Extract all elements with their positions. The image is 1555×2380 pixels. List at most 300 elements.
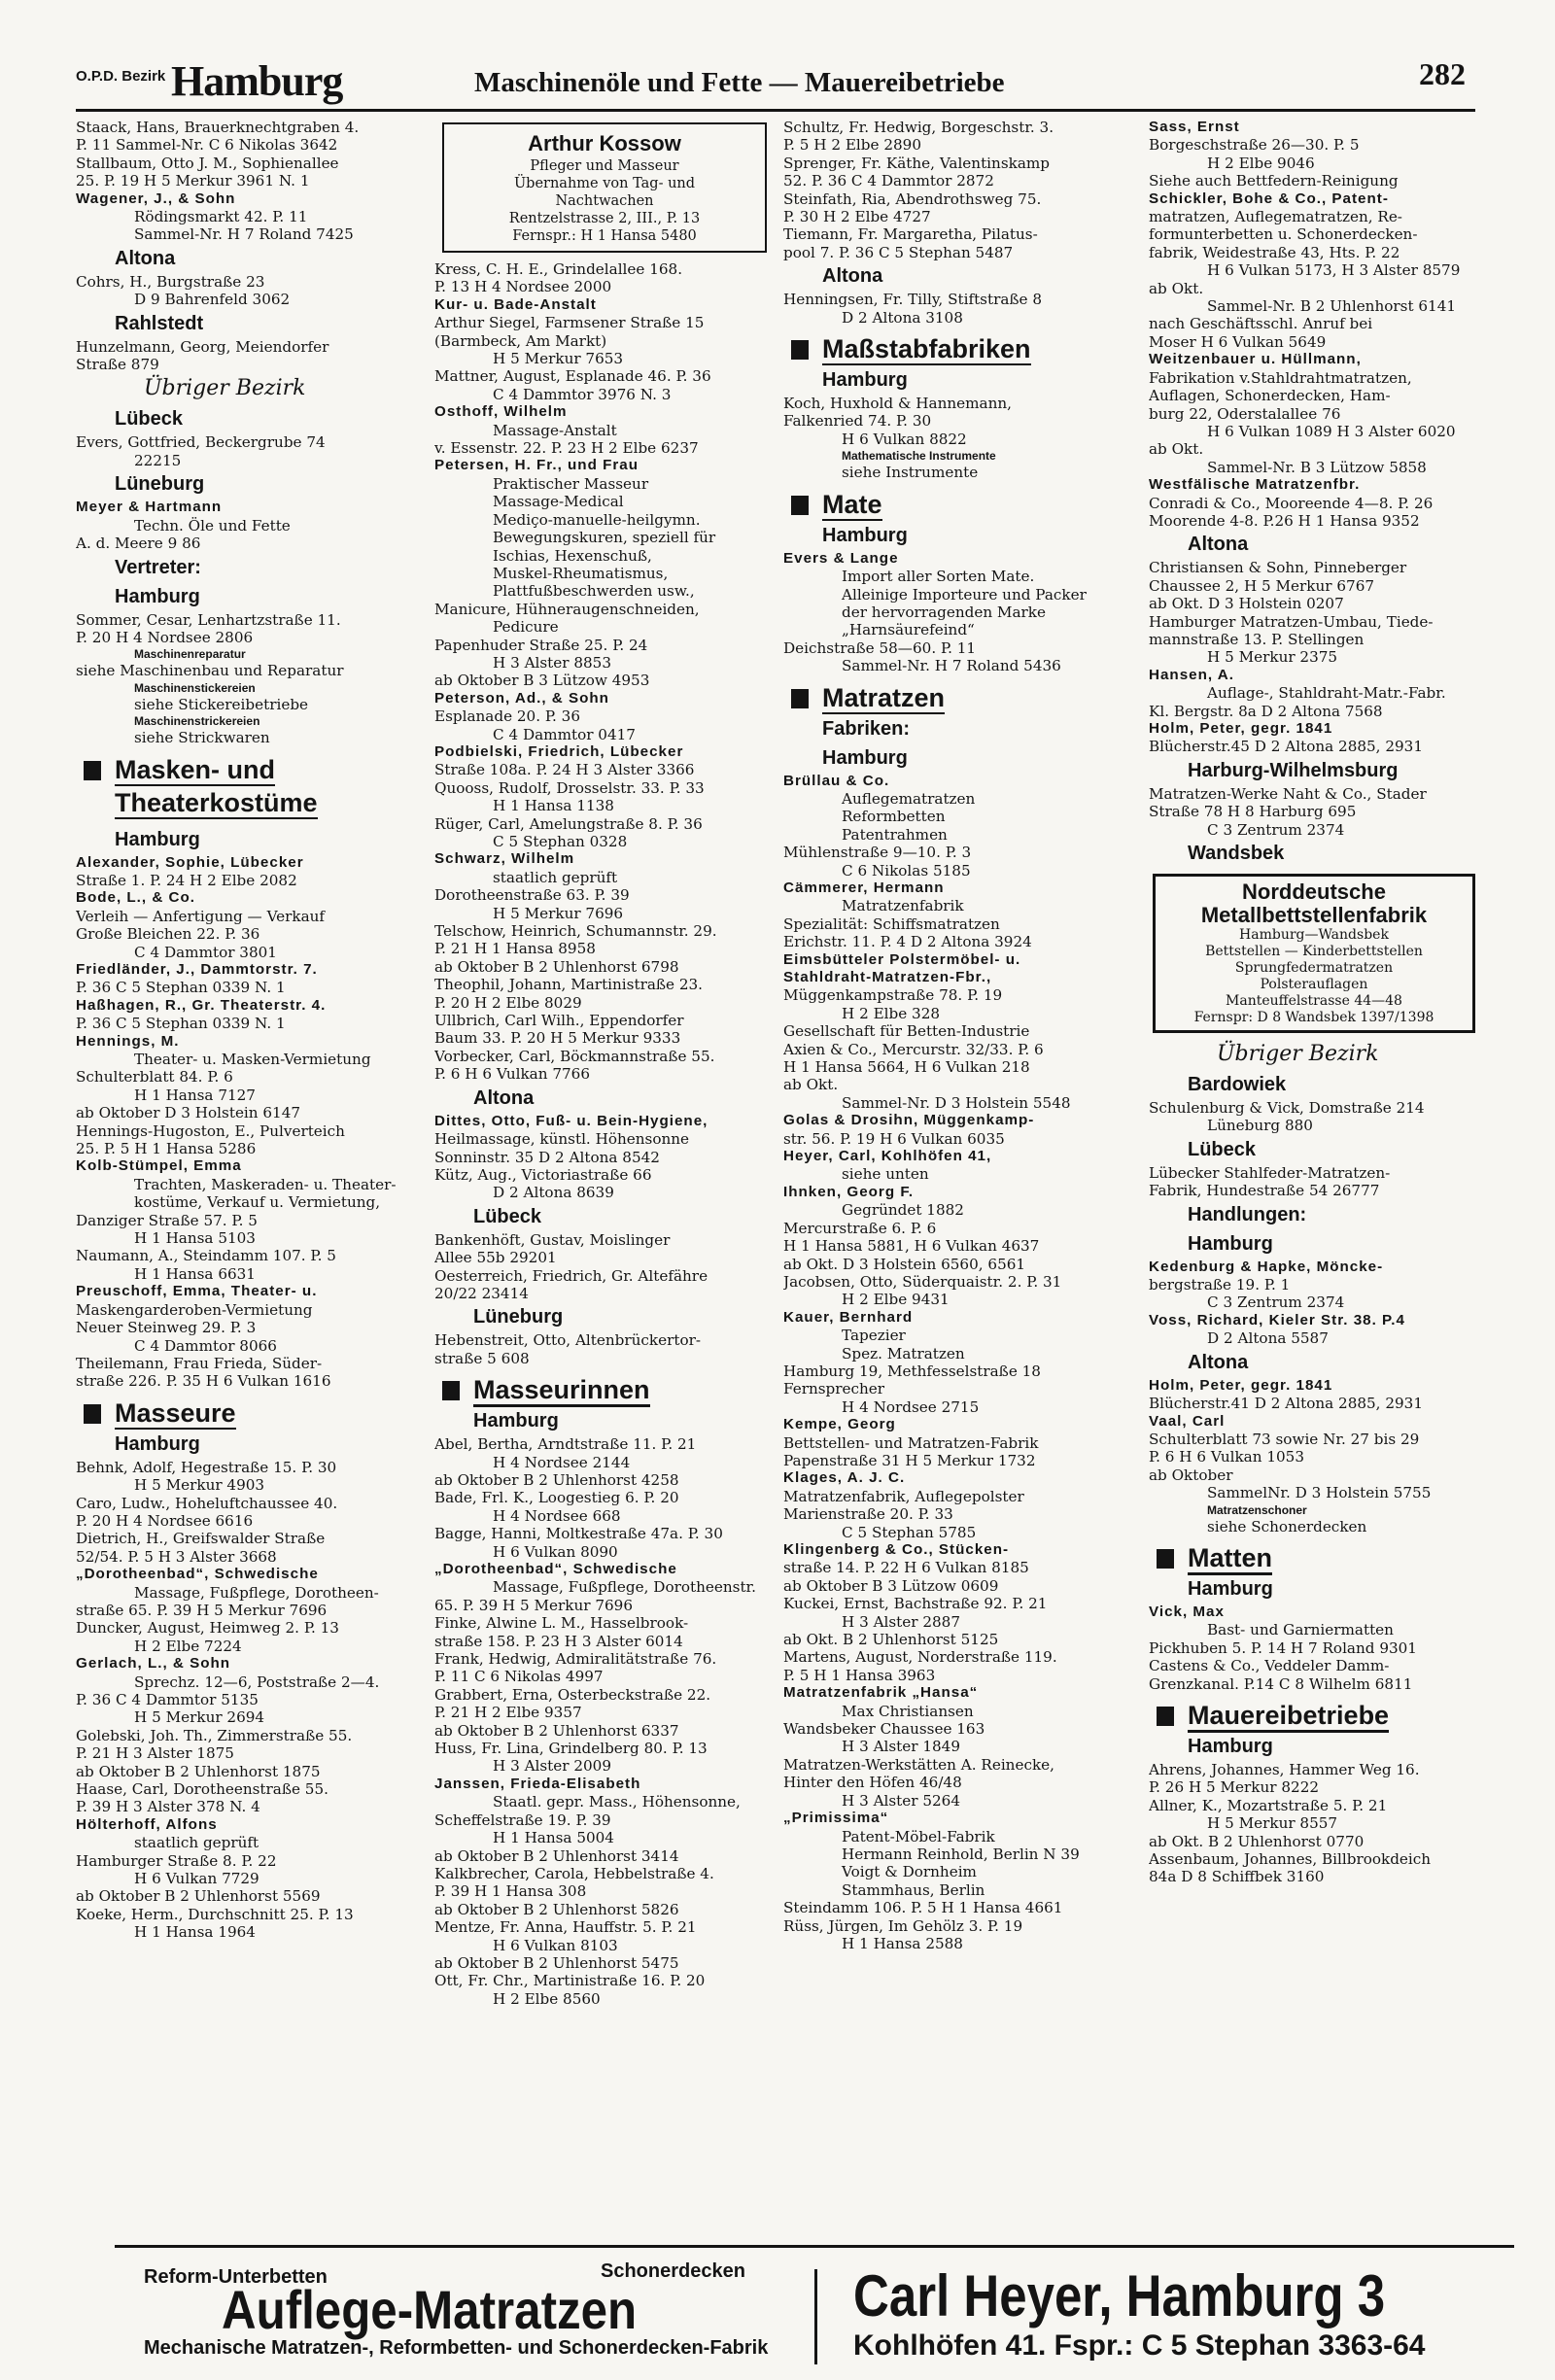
company-name: Janssen, Frieda-Elisabeth: [434, 1775, 641, 1792]
entry-line: P. 5 H 2 Elbe 2890: [783, 136, 921, 155]
company-name: Sass, Ernst: [1149, 119, 1240, 135]
entry-line: „Harnsäurefeind“: [842, 621, 975, 639]
entry-line: Massage-Medical: [493, 493, 624, 511]
entry-line: siehe Maschinenbau und Reparatur: [76, 662, 344, 680]
entry-line: Borgeschstraße 26—30. P. 5: [1149, 136, 1360, 155]
nordd-name: Metallbettstellenfabrik: [1200, 903, 1428, 928]
entry-line: Pedicure: [493, 618, 559, 637]
place-heading: Altona: [115, 247, 176, 269]
entry-line: Maschinenreparatur: [134, 647, 246, 662]
entry-line: Hebenstreit, Otto, Altenbrückertor-: [434, 1331, 701, 1350]
entry-line: H 5 Merkur 8557: [1207, 1814, 1338, 1833]
district-label: O.P.D. Bezirk: [76, 68, 166, 85]
column-4-entries-top: [1149, 119, 1479, 868]
entry-line: Sammel-Nr. B 2 Uhlenhorst 6141: [1207, 297, 1457, 316]
entry-line: Arthur Siegel, Farmsener Straße 15: [434, 314, 705, 332]
entry-line: H 4 Nordsee 2144: [493, 1453, 631, 1471]
section-heading: [76, 1397, 414, 1430]
entry-line: Sprenger, Fr. Käthe, Valentinskamp: [783, 154, 1050, 172]
company-name: Eimsbütteler Polstermöbel- u.: [783, 950, 1021, 968]
company-name: Hölterhoff, Alfons: [76, 1815, 218, 1833]
company-name: Peterson, Ad., & Sohn: [434, 689, 609, 707]
section-heading-text: Mate: [822, 490, 882, 521]
entry-line: Danziger Straße 57. P. 5: [76, 1211, 258, 1229]
entry-line: D 2 Altona 5587: [1207, 1329, 1329, 1348]
entry-line: siehe Stickereibetriebe: [134, 695, 309, 713]
entry-line: Marienstraße 20. P. 33: [783, 1505, 953, 1524]
entry-line: Matratzen-Werkstätten A. Reinecke,: [783, 1755, 1054, 1774]
entry-line: C 5 Stephan 0328: [493, 833, 628, 850]
entry-line: 52. P. 36 C 4 Dammtor 2872: [783, 172, 994, 190]
entry-line: Techn. Öle und Fette: [134, 516, 291, 535]
entry-line: Mathematische Instrumente: [842, 449, 996, 464]
entry-line: Mentze, Fr. Anna, Hauffstr. 5. P. 21: [434, 1918, 697, 1937]
entry-line: Maschinenstrickereien: [134, 714, 260, 729]
company-name: Golas & Drosihn, Müggenkamp-: [783, 1112, 1035, 1129]
entry-line: P. 26 H 5 Merkur 8222: [1149, 1778, 1320, 1797]
entry-line: Papenhuder Straße 25. P. 24: [434, 636, 648, 654]
bottom-advertisement: [115, 2245, 1514, 2364]
entry-line: str. 56. P. 19 H 6 Vulkan 6035: [783, 1129, 1005, 1148]
company-name: Alexander, Sophie, Lübecker: [76, 853, 304, 871]
place-heading: Hamburg: [473, 1410, 559, 1432]
entry-line: mannstraße 13. P. Stellingen: [1149, 630, 1365, 648]
place-heading: Hamburg: [115, 1432, 200, 1455]
entry-line: Cohrs, H., Burgstraße 23: [76, 272, 265, 291]
place-heading: Bardowiek: [1188, 1074, 1287, 1096]
entry-line: Straße 78 H 8 Harburg 695: [1149, 803, 1357, 821]
entry-line: Falkenried 74. P. 30: [783, 412, 932, 431]
entry-line: H 6 Vulkan 8090: [493, 1542, 618, 1561]
kossow-ad-box: [442, 122, 767, 253]
company-name: Matratzenfabrik „Hansa“: [783, 1684, 979, 1702]
entry-line: Müggenkampstraße 78. P. 19: [783, 986, 1003, 1005]
entry-line: straße 158. P. 23 H 3 Alster 6014: [434, 1632, 683, 1650]
entry-line: Hamburger Matratzen-Umbau, Tiede-: [1149, 612, 1434, 631]
company-name: Bode, L., & Co.: [76, 889, 195, 907]
entry-line: Ahrens, Johannes, Hammer Weg 16.: [1149, 1760, 1420, 1778]
entry-line: Haase, Carl, Dorotheenstraße 55.: [76, 1780, 328, 1799]
place-heading: Wandsbek: [1188, 843, 1285, 865]
entry-line: matratzen, Auflegematratzen, Re-: [1149, 208, 1402, 226]
entry-line: D 2 Altona 8639: [493, 1184, 614, 1202]
nordd-line: Manteuffelstrasse 44—48: [1226, 993, 1402, 1010]
entry-line: Finke, Alwine L. M., Hasselbrook-: [434, 1614, 689, 1633]
entry-line: Lüneburg 880: [1207, 1117, 1313, 1135]
kossow-line: Übernahme von Tag- und: [513, 176, 696, 191]
entry-line: Duncker, August, Heimweg 2. P. 13: [76, 1619, 339, 1638]
entry-line: ab Okt. B 2 Uhlenhorst 0770: [1149, 1832, 1365, 1850]
entry-line: H 3 Alster 5264: [842, 1791, 961, 1810]
company-name: Kauer, Bernhard: [783, 1308, 914, 1326]
company-name: Holm, Peter, gegr. 1841: [1149, 1376, 1333, 1394]
header-rule: [76, 109, 1475, 112]
company-name: Heyer, Carl, Kohlhöfen 41,: [783, 1148, 992, 1165]
entry-line: Auflegematratzen: [842, 789, 976, 808]
company-name: Haßhagen, R., Gr. Theaterstr. 4.: [76, 996, 327, 1014]
entry-line: ab Oktober B 2 Uhlenhorst 6337: [434, 1721, 679, 1740]
nordd-line: Fernspr: D 8 Wandsbek 1397/1398: [1193, 1010, 1434, 1026]
entry-line: Massage, Fußpflege, Dorotheenstr.: [493, 1578, 756, 1597]
entry-line: H 2 Elbe 9431: [842, 1291, 950, 1309]
section-heading: [783, 681, 1123, 714]
entry-line: Rödingsmarkt 42. P. 11: [134, 208, 308, 226]
entry-line: Bankenhöft, Gustav, Moislinger: [434, 1230, 671, 1249]
column-2: [434, 119, 775, 2008]
entry-line: ab Oktober: [1149, 1466, 1233, 1484]
entry-line: C 3 Zentrum 2374: [1207, 820, 1345, 839]
place-heading: Altona: [1188, 1351, 1249, 1373]
entry-line: H 6 Vulkan 1089 H 3 Alster 6020: [1207, 422, 1456, 440]
entry-line: Allee 55b 29201: [434, 1249, 557, 1267]
entry-line: H 2 Elbe 328: [842, 1004, 941, 1022]
entry-line: Mattner, August, Esplanade 46. P. 36: [434, 367, 711, 386]
entry-line: Telschow, Heinrich, Schumannstr. 29.: [434, 922, 717, 941]
entry-line: Sammel-Nr. B 3 Lützow 5858: [1207, 458, 1427, 476]
entry-line: Hermann Reinhold, Berlin N 39: [842, 1845, 1080, 1863]
entry-line: Bewegungskuren, speziell für: [493, 529, 716, 547]
entry-line: Behnk, Adolf, Hegestraße 15. P. 30: [76, 1458, 337, 1476]
place-heading: Handlungen:: [1188, 1203, 1307, 1225]
entry-line: ab Oktober B 2 Uhlenhorst 5475: [434, 1953, 679, 1972]
entry-line: Voigt & Dornheim: [842, 1863, 977, 1881]
entry-line: Moser H 6 Vulkan 5649: [1149, 332, 1327, 351]
company-name: Stahldraht-Matratzen-Fbr.,: [783, 969, 992, 985]
entry-line: Ullbrich, Carl Wilh., Eppendorfer: [434, 1012, 684, 1030]
entry-line: 65. P. 39 H 5 Merkur 7696: [434, 1596, 634, 1614]
column-4-entries-bottom: [1149, 1039, 1479, 1886]
entry-line: Verleih — Anfertigung — Verkauf: [76, 907, 326, 925]
entry-line: H 3 Alster 1849: [842, 1738, 961, 1756]
entry-line: v. Essenstr. 22. P. 23 H 2 Elbe 6237: [434, 439, 699, 458]
section-title: Maschinenöle und Fette — Mauereibetriebe: [474, 67, 1005, 98]
entry-line: ab Okt. D 3 Holstein 0207: [1149, 595, 1344, 613]
entry-line: D 9 Bahrenfeld 3062: [134, 291, 291, 309]
entry-line: A. d. Meere 9 86: [76, 535, 201, 553]
place-heading: Übriger Bezirk: [144, 376, 306, 401]
entry-line: Koeke, Herm., Durchschnitt 25. P. 13: [76, 1905, 354, 1923]
entry-line: Ott, Fr. Chr., Martinistraße 16. P. 20: [434, 1972, 706, 1990]
entry-line: Patent-Möbel-Fabrik: [842, 1827, 995, 1845]
place-heading: Rahlstedt: [115, 312, 204, 334]
entry-line: Steinfath, Ria, Abendrothsweg 75.: [783, 190, 1042, 208]
entry-line: Theater- u. Masken-Vermietung: [134, 1051, 371, 1068]
section-heading-text: Matten: [1188, 1543, 1272, 1575]
entry-line: D 2 Altona 3108: [842, 308, 963, 327]
section-heading-text: Masken- und: [115, 755, 275, 786]
place-heading: Altona: [822, 265, 883, 288]
entry-line: Kress, C. H. E., Grindelallee 168.: [434, 260, 683, 278]
entry-line: Straße 108a. P. 24 H 3 Alster 3366: [434, 761, 695, 779]
entry-line: 22215: [134, 451, 182, 469]
entry-line: H 1 Hansa 5881, H 6 Vulkan 4637: [783, 1237, 1040, 1256]
entry-line: Spez. Matratzen: [842, 1344, 965, 1362]
entry-line: P. 21 H 3 Alster 1875: [76, 1744, 234, 1763]
entry-line: Kütz, Aug., Victoriastraße 66: [434, 1165, 652, 1184]
company-name: Cämmerer, Hermann: [783, 879, 945, 896]
entry-line: Erichstr. 11. P. 4 D 2 Altona 3924: [783, 933, 1032, 951]
place-heading: Harburg-Wilhelmsburg: [1188, 759, 1399, 781]
entry-line: kostüme, Verkauf u. Vermietung,: [134, 1193, 381, 1212]
entry-line: Allner, K., Mozartstraße 5. P. 21: [1149, 1796, 1388, 1814]
entry-line: P. 36 C 5 Stephan 0339 N. 1: [76, 1015, 286, 1033]
entry-line: Massage, Fußpflege, Dorotheen-: [134, 1583, 379, 1602]
entry-line: ab Oktober B 2 Uhlenhorst 6798: [434, 957, 679, 976]
kossow-line: Pfleger und Masseur: [530, 158, 679, 174]
entry-line: Naumann, A., Steindamm 107. P. 5: [76, 1247, 336, 1265]
entry-line: Matratzen-Werke Naht & Co., Stader: [1149, 784, 1427, 803]
section-heading-text: Matratzen: [822, 683, 945, 714]
entry-line: pool 7. P. 36 C 5 Stephan 5487: [783, 243, 1014, 261]
entry-line: H 2 Elbe 8560: [493, 1989, 601, 2008]
entry-line: Abel, Bertha, Arndtstraße 11. P. 21: [434, 1435, 697, 1454]
entry-line: 20/22 23414: [434, 1284, 529, 1302]
entry-line: Koch, Huxhold & Hannemann,: [783, 395, 1012, 413]
entry-line: H 6 Vulkan 7729: [134, 1870, 259, 1888]
place-heading: Lübeck: [115, 408, 184, 431]
entry-line: H 6 Vulkan 8822: [842, 430, 967, 448]
entry-line: ab Okt.: [783, 1076, 839, 1094]
place-heading: Hamburg: [1188, 1735, 1273, 1757]
norddeutsche-ad-box: [1153, 874, 1475, 1033]
company-name: Weitzenbauer u. Hüllmann,: [1149, 351, 1362, 368]
entry-line: P. 36 C 4 Dammtor 5135: [76, 1691, 259, 1708]
company-name: Schwarz, Wilhelm: [434, 850, 575, 868]
entry-line: Bagge, Hanni, Moltkestraße 47a. P. 30: [434, 1525, 723, 1543]
entry-line: Steindamm 106. P. 5 H 1 Hansa 4661: [783, 1899, 1063, 1917]
entry-line: C 4 Dammtor 0417: [493, 725, 636, 743]
company-name: Meyer & Hartmann: [76, 499, 223, 516]
entry-line: P. 11 C 6 Nikolas 4997: [434, 1668, 604, 1686]
place-heading: Übriger Bezirk: [1217, 1042, 1379, 1067]
entry-line: Mercurstraße 6. P. 6: [783, 1219, 937, 1237]
entry-line: Gegründet 1882: [842, 1201, 964, 1220]
entry-line: siehe Schonerdecken: [1207, 1517, 1367, 1535]
entry-line: Theilemann, Frau Frieda, Süder-: [76, 1354, 323, 1372]
entry-line: Spezialität: Schiffsmatratzen: [783, 914, 1000, 933]
entry-line: Max Christiansen: [842, 1702, 974, 1720]
ad-schoner-label: Schonerdecken: [601, 2260, 745, 2282]
entry-line: siehe Instrumente: [842, 464, 979, 482]
entry-line: Conradi & Co., Mooreende 4—8. P. 26: [1149, 494, 1434, 512]
entry-line: Chaussee 2, H 5 Merkur 6767: [1149, 576, 1375, 595]
entry-line: der hervorragenden Marke: [842, 603, 1046, 621]
entry-line: C 5 Stephan 5785: [842, 1523, 977, 1541]
entry-line: SammelNr. D 3 Holstein 5755: [1207, 1484, 1432, 1502]
section-heading: [783, 332, 1123, 365]
entry-line: Praktischer Masseur: [493, 474, 649, 493]
place-heading: Hamburg: [1188, 1232, 1273, 1255]
company-name: Klages, A. J. C.: [783, 1469, 906, 1487]
entry-line: P. 13 H 4 Nordsee 2000: [434, 278, 612, 296]
entry-line: Stallbaum, Otto J. M., Sophienallee: [76, 154, 339, 172]
entry-line: Caro, Ludw., Hoheluftchaussee 40.: [76, 1494, 338, 1512]
ad-factory-line: Mechanische Matratzen-, Reformbetten- und Schonerdecken-Fabrik: [144, 2337, 769, 2359]
entry-line: burg 22, Oderstalallee 76: [1149, 404, 1341, 423]
entry-line: Theophil, Johann, Martinistraße 23.: [434, 976, 703, 994]
entry-line: Auflagen, Schonerdecken, Ham-: [1149, 387, 1391, 405]
entry-line: P. 20 H 4 Nordsee 6616: [76, 1511, 254, 1530]
kossow-line: Nachtwachen: [555, 193, 654, 209]
entry-line: Schulterblatt 84. P. 6: [76, 1068, 233, 1087]
entry-line: H 5 Merkur 7653: [493, 350, 624, 368]
entry-line: Sommer, Cesar, Lenhartzstraße 11.: [76, 610, 341, 629]
entry-line: 25. P. 19 H 5 Merkur 3961 N. 1: [76, 172, 310, 190]
entry-line: H 5 Merkur 7696: [493, 904, 624, 922]
entry-line: ab Oktober B 3 Lützow 0609: [783, 1576, 999, 1595]
entry-line: Hamburger Straße 8. P. 22: [76, 1851, 277, 1870]
entry-line: Matratzenfabrik: [842, 897, 964, 915]
entry-line: ab Oktober B 3 Lützow 4953: [434, 672, 650, 690]
entry-line: Baum 33. P. 20 H 5 Merkur 9333: [434, 1029, 681, 1048]
company-name: Klingenberg & Co., Stücken-: [783, 1541, 1010, 1558]
entry-line: Wandsbeker Chaussee 163: [783, 1720, 985, 1739]
entry-line: Sammel-Nr. D 3 Holstein 5548: [842, 1093, 1071, 1112]
entry-line: Siehe auch Bettfedern-Reinigung: [1149, 172, 1399, 190]
section-heading: [1149, 1541, 1479, 1574]
ad-auflege-title: Auflege-Matratzen: [222, 2279, 638, 2340]
entry-line: P. 30 H 2 Elbe 4727: [783, 208, 931, 226]
entry-line: P. 20 H 4 Nordsee 2806: [76, 628, 254, 646]
entry-line: straße 226. P. 35 H 6 Vulkan 1616: [76, 1372, 331, 1391]
entry-line: Axien & Co., Mercurstr. 32/33. P. 6: [783, 1040, 1044, 1058]
company-name: Schickler, Bohe & Co., Patent-: [1149, 190, 1389, 207]
entry-line: Golebski, Joh. Th., Zimmerstraße 55.: [76, 1726, 353, 1744]
city-title: Hamburg: [171, 57, 343, 105]
entry-line: P. 39 H 3 Alster 378 N. 4: [76, 1798, 260, 1816]
place-heading: Fabriken:: [822, 717, 911, 740]
entry-line: ab Okt.: [1149, 279, 1204, 297]
entry-line: H 3 Alster 2887: [842, 1612, 961, 1631]
entry-line: Neuer Steinweg 29. P. 3: [76, 1319, 257, 1337]
entry-line: Gesellschaft für Betten-Industrie: [783, 1022, 1030, 1041]
entry-line: 25. P. 5 H 1 Hansa 5286: [76, 1140, 257, 1158]
entry-line: Plattfußbeschwerden usw.,: [493, 582, 695, 601]
entry-line: Maskengarderoben-Vermietung: [76, 1300, 313, 1319]
company-name: „Dorotheenbad“, Schwedische: [76, 1566, 319, 1583]
entry-line: Sammel-Nr. H 7 Roland 7425: [134, 225, 354, 244]
entry-line: siehe unten: [842, 1165, 929, 1184]
entry-line: H 5 Merkur 4903: [134, 1476, 265, 1495]
company-name: Kolb-Stümpel, Emma: [76, 1157, 242, 1175]
entry-line: H 1 Hansa 2588: [842, 1934, 963, 1952]
entry-line: H 1 Hansa 5664, H 6 Vulkan 218: [783, 1058, 1030, 1077]
entry-line: P. 11 Sammel-Nr. C 6 Nikolas 3642: [76, 136, 338, 155]
entry-line: 84a D 8 Schiffbek 3160: [1149, 1868, 1325, 1886]
entry-line: H 4 Nordsee 668: [493, 1506, 621, 1525]
entry-line: Quooss, Rudolf, Drosselstr. 33. P. 33: [434, 778, 705, 797]
entry-line: Tiemann, Fr. Margaretha, Pilatus-: [783, 225, 1038, 244]
company-name: Friedländer, J., Dammtorstr. 7.: [76, 960, 318, 978]
place-heading: Hamburg: [115, 828, 200, 850]
entry-line: Hinter den Höfen 46/48: [783, 1774, 962, 1792]
entry-line: Assenbaum, Johannes, Billbrookdeich: [1149, 1850, 1432, 1868]
entry-line: fabrik, Weidestraße 43, Hts. P. 22: [1149, 243, 1400, 261]
entry-line: P. 39 H 1 Hansa 308: [434, 1882, 587, 1901]
entry-line: nach Geschäftsschl. Anruf bei: [1149, 315, 1373, 333]
entry-line: ab Oktober D 3 Holstein 6147: [76, 1104, 301, 1122]
entry-line: Oesterreich, Friedrich, Gr. Altefähre: [434, 1266, 708, 1285]
company-name: Evers & Lange: [783, 549, 899, 567]
entry-line: Maschinenstickereien: [134, 680, 256, 695]
place-heading: Hamburg: [822, 746, 908, 769]
entry-line: staatlich geprüft: [134, 1834, 259, 1852]
entry-line: Dorotheenstraße 63. P. 39: [434, 886, 630, 905]
place-heading: Lübeck: [473, 1205, 542, 1227]
entry-line: ab Oktober B 2 Uhlenhorst 1875: [76, 1762, 321, 1780]
entry-line: ab Oktober B 2 Uhlenhorst 4258: [434, 1470, 679, 1489]
column-4: [1149, 119, 1479, 1886]
entry-line: H 4 Nordsee 2715: [842, 1397, 980, 1416]
section-heading-text: Mauereibetriebe: [1188, 1701, 1389, 1733]
company-name: Hennings, M.: [76, 1032, 180, 1050]
company-name: „Dorotheenbad“, Schwedische: [434, 1561, 677, 1577]
entry-line: Matratzenschoner: [1207, 1502, 1307, 1517]
entry-line: H 1 Hansa 1138: [493, 797, 614, 815]
company-name: Preuschoff, Emma, Theater- u.: [76, 1283, 318, 1300]
company-name: Brüllau & Co.: [783, 772, 890, 789]
entry-line: Fernsprecher: [783, 1380, 885, 1398]
company-name: Podbielski, Friedrich, Lübecker: [434, 742, 684, 760]
company-name: Westfälische Matratzenfbr.: [1149, 476, 1361, 494]
entry-line: ab Okt.: [1149, 440, 1204, 459]
entry-line: Castens & Co., Veddeler Damm-: [1149, 1657, 1390, 1675]
entry-line: Patentrahmen: [842, 825, 948, 844]
entry-line: Fabrik, Hundestraße 54 26777: [1149, 1182, 1380, 1200]
section-heading-text: Masseure: [115, 1398, 236, 1430]
entry-line: P. 21 H 1 Hansa 8958: [434, 940, 596, 958]
ad-company-address: Kohlhöfen 41. Fspr.: C 5 Stephan 3363-64: [853, 2329, 1426, 2362]
kossow-line: Rentzelstrasse 2, III., P. 13: [508, 211, 701, 226]
entry-line: Lübecker Stahlfeder-Matratzen-: [1149, 1163, 1391, 1182]
entry-line: Blücherstr.45 D 2 Altona 2885, 2931: [1149, 738, 1423, 756]
entry-line: Staatl. gepr. Mass., Höhensonne,: [493, 1793, 741, 1811]
place-heading: Altona: [1188, 534, 1249, 556]
entry-line: Papenstraße 31 H 5 Merkur 1732: [783, 1451, 1036, 1469]
entry-line: Bettstellen- und Matratzen-Fabrik: [783, 1433, 1039, 1452]
entry-line: C 3 Zentrum 2374: [1207, 1293, 1345, 1312]
entry-line: Kl. Bergstr. 8a D 2 Altona 7568: [1149, 702, 1383, 720]
entry-line: Alleinige Importeure und Packer: [842, 585, 1087, 604]
entry-line: Mühlenstraße 9—10. P. 3: [783, 844, 972, 862]
nordd-line: Hamburg—Wandsbek: [1239, 927, 1389, 944]
entry-line: Muskel-Rheumatismus,: [493, 564, 669, 582]
entry-line: Frank, Hedwig, Admiralitätstraße 76.: [434, 1650, 717, 1669]
entry-line: Dietrich, H., Greifswalder Straße: [76, 1530, 326, 1548]
entry-line: H 2 Elbe 9046: [1207, 154, 1315, 172]
nordd-line: Bettstellen — Kinderbettstellen: [1205, 944, 1423, 960]
entry-line: straße 14. P. 22 H 6 Vulkan 8185: [783, 1559, 1029, 1577]
company-name: Osthoff, Wilhelm: [434, 403, 568, 421]
entry-line: Moorende 4-8. P.26 H 1 Hansa 9352: [1149, 511, 1420, 530]
entry-line: Trachten, Maskeraden- u. Theater-: [134, 1175, 397, 1193]
section-heading-text: Maßstabfabriken: [822, 334, 1031, 365]
place-heading: Hamburg: [822, 524, 908, 546]
entry-line: Schulenburg & Vick, Domstraße 214: [1149, 1099, 1425, 1118]
company-name: Vaal, Carl: [1149, 1412, 1226, 1430]
entry-line: C 4 Dammtor 3801: [134, 943, 277, 961]
kossow-name: Arthur Kossow: [528, 131, 681, 155]
place-heading: Altona: [473, 1087, 535, 1109]
entry-line: ab Oktober B 2 Uhlenhorst 5569: [76, 1887, 321, 1906]
page-number: 282: [1419, 56, 1466, 91]
company-name: Vick, Max: [1149, 1603, 1225, 1620]
entry-line: H 3 Alster 8853: [493, 653, 612, 672]
entry-line: Scheffelstraße 19. P. 39: [434, 1811, 611, 1829]
entry-line: Rüger, Carl, Amelungstraße 8. P. 36: [434, 814, 703, 833]
entry-line: H 1 Hansa 7127: [134, 1086, 256, 1104]
entry-line: ab Oktober B 2 Uhlenhorst 5826: [434, 1900, 679, 1918]
